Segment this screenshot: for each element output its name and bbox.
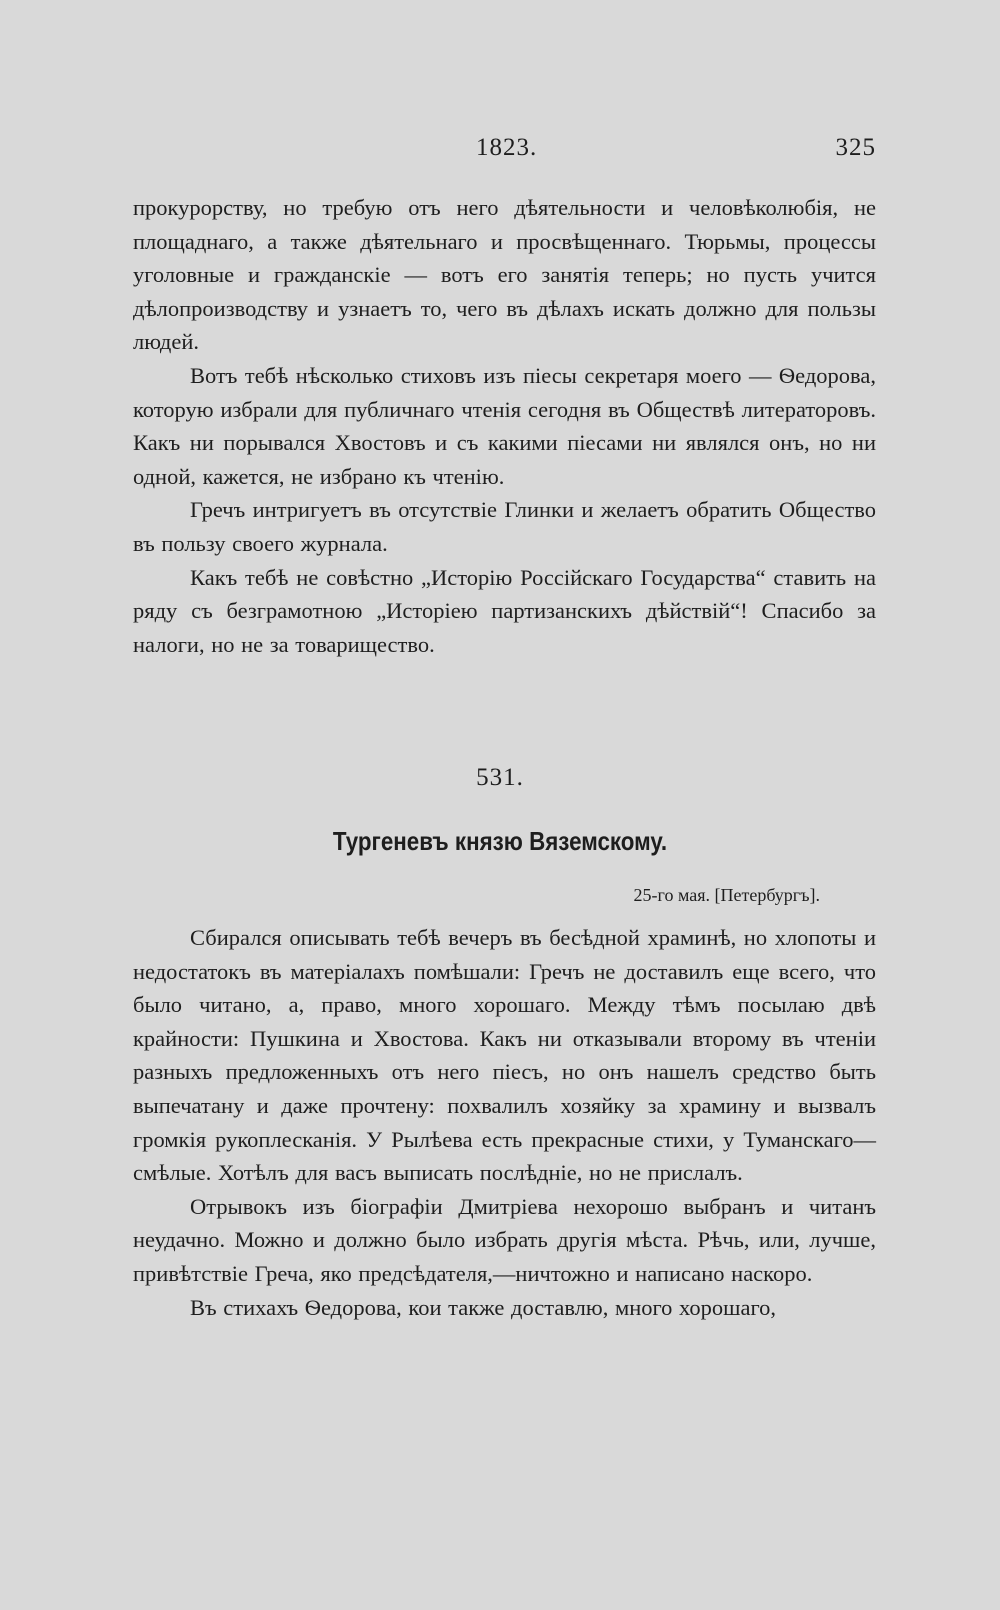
letter-heading: Тургеневъ князю Вяземскому. bbox=[332, 826, 668, 856]
paragraph: Вотъ тебѣ нѣсколько стиховъ изъ піесы секретаря моего — Ѳедорова, которую избрали для публичнаго чтенія сегодня въ Обществѣ литераторовъ. Какъ ни порывался Хвостовъ и съ какими піесами ни являлся онъ, но ни одной, кажется, не избрано къ чтенію. bbox=[133, 362, 876, 489]
letter-531-body bbox=[133, 921, 876, 1324]
paragraph: Какъ тебѣ не совѣстно „Исторію Россійскаго Государства“ ставить на ряду съ безграмотною „Исторіею партизанскихъ дѣйствій“! Спасибо за налоги, но не за товарищество. bbox=[133, 564, 876, 657]
running-head-year: 1823. bbox=[476, 134, 538, 161]
paragraph: Гречъ интригуетъ въ отсутствіе Глинки и желаетъ обратить Общество въ пользу своего журнала. bbox=[133, 497, 876, 556]
letter-number: 531. bbox=[476, 764, 524, 791]
paragraph: Сбирался описывать тебѣ вечеръ въ бесѣдной храминѣ, но хлопоты и недостатокъ въ матеріалахъ помѣшали: Гречъ не доставилъ еще всего, что было читано, а, право, много хорошаго. Между тѣмъ посылаю двѣ крайности: Пушкина и Хвостова. Какъ ни отказывали второму въ чтеніи разныхъ предложенныхъ отъ него піесъ, но онъ нашелъ средство быть выпечатану и даже прочтену: похвалилъ хозяйку за храмину и вызвалъ громкія рукоплесканія. У Рылѣева есть прекрасные стихи, у Туманскаго—смѣлые. Хотѣлъ для васъ выписать послѣдніе, но не прислалъ. bbox=[133, 925, 876, 1186]
page-number: 325 bbox=[835, 134, 876, 161]
paragraph: Отрывокъ изъ біографіи Дмитріева нехорошо выбранъ и читанъ неудачно. Можно и должно было избрать другія мѣста. Рѣчь, или, лучше, привѣтствіе Греча, яко предсѣдателя,—ничтожно и написано наскоро. bbox=[133, 1193, 876, 1286]
running-head bbox=[133, 134, 876, 168]
paragraph: Въ стихахъ Ѳедорова, кои также доставлю, много хорошаго, bbox=[190, 1294, 777, 1320]
letter-530-continuation bbox=[133, 191, 876, 661]
letter-date: 25-го мая. [Петербургъ]. bbox=[633, 885, 820, 905]
paragraph: прокурорству, но требую отъ него дѣятельности и человѣколюбія, не площаднаго, а также дѣятельнаго и просвѣщеннаго. Тюрьмы, процессы уголовные и гражданскіе — вотъ его занятія теперь; но пусть учится дѣлопроизводству и узнаетъ то, чего въ дѣлахъ искать должно для пользы людей. bbox=[133, 195, 876, 355]
